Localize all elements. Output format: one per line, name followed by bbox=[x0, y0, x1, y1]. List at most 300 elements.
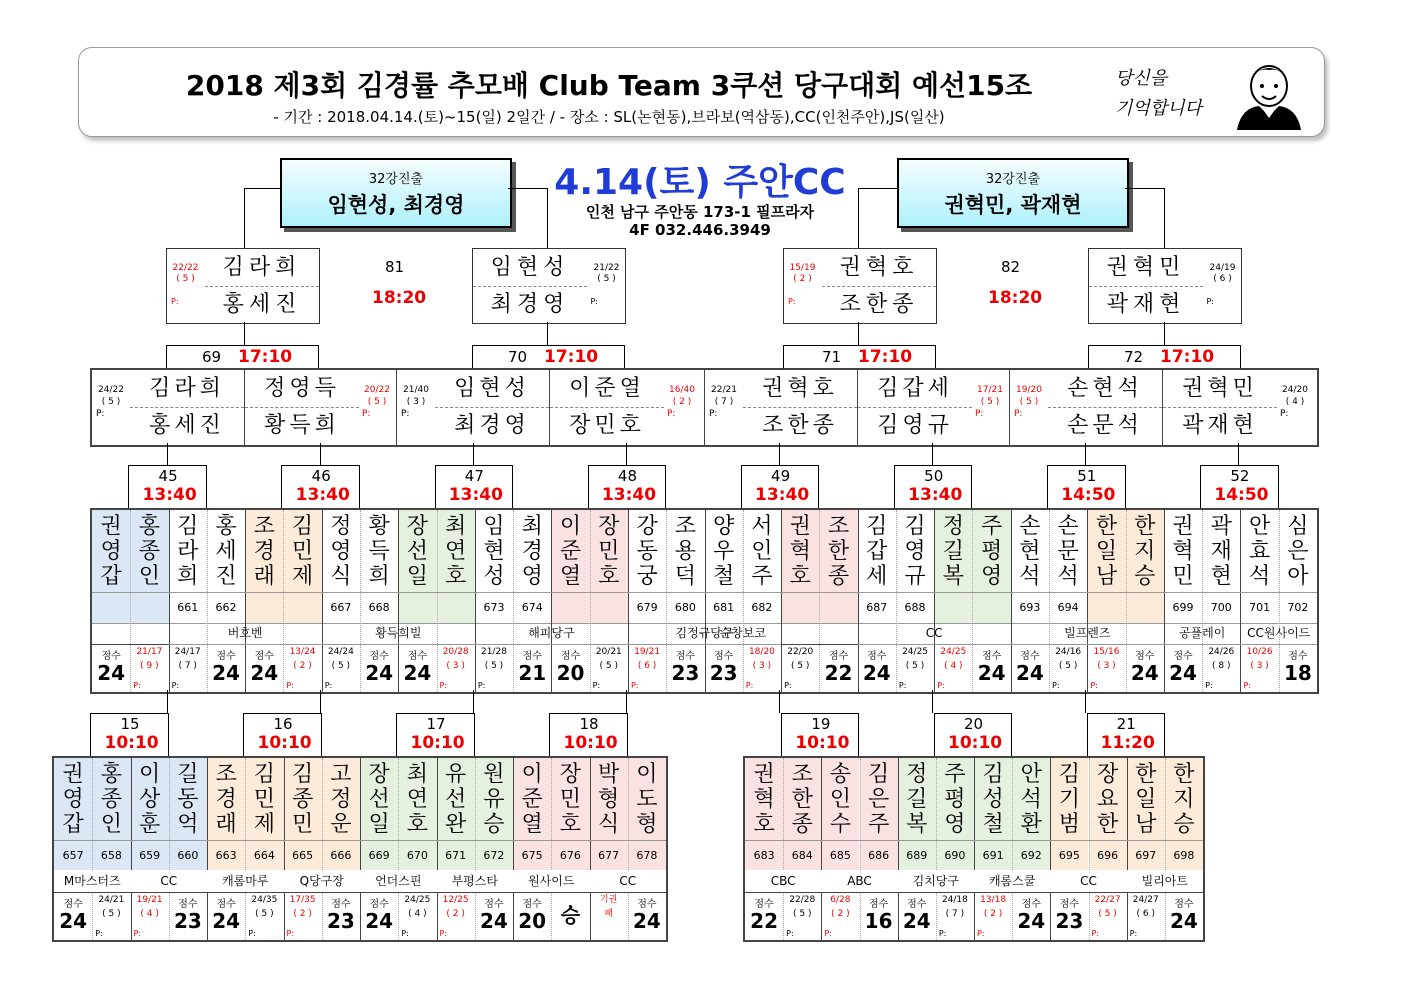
match-number: 21 bbox=[1116, 715, 1136, 733]
memorial-logo bbox=[1109, 56, 1309, 130]
seed-number: 681 bbox=[705, 592, 743, 624]
match-time: 10:10 bbox=[563, 733, 618, 753]
player-column bbox=[1126, 510, 1164, 592]
player-name: 조 경 래 bbox=[215, 762, 237, 837]
player-column bbox=[130, 510, 168, 592]
player-name: 조 경 래 bbox=[253, 514, 275, 589]
player-column bbox=[1202, 510, 1240, 592]
player-column bbox=[1049, 510, 1087, 592]
player-name: 권 혁 민 bbox=[1172, 514, 1194, 589]
match-number: 69 bbox=[202, 348, 222, 366]
score-cell: 점수 24 bbox=[59, 899, 88, 933]
score-cell: 24/25 ( 5 ) P: bbox=[898, 647, 929, 690]
seed-number: 691 bbox=[974, 840, 1012, 872]
score-cell: 24/17 ( 7 ) P: bbox=[171, 647, 201, 690]
header-panel bbox=[78, 47, 1325, 137]
match-number: 48 bbox=[617, 467, 637, 485]
score-cell: 24/25 ( 4 ) P: bbox=[937, 647, 967, 690]
player-column bbox=[860, 758, 898, 840]
player-column bbox=[283, 510, 321, 592]
seed-number: 674 bbox=[513, 592, 551, 624]
player-column bbox=[322, 758, 360, 840]
player-column bbox=[398, 758, 436, 840]
score-cell: 점수 16 bbox=[864, 899, 893, 933]
memorial-portrait-icon bbox=[1109, 56, 1309, 130]
match-time: 17:10 bbox=[544, 347, 599, 367]
player-name: 심 은 아 bbox=[1287, 514, 1309, 589]
match-time: 13:40 bbox=[295, 485, 350, 505]
player-name: 한 지 승 bbox=[1134, 514, 1156, 589]
seed-number bbox=[92, 592, 130, 624]
player-name: 권 혁 호 bbox=[789, 514, 811, 589]
seed-number: 670 bbox=[398, 840, 436, 872]
club-name: 순창보코 bbox=[705, 622, 782, 645]
record: 22/22 ( 5 ) bbox=[172, 263, 199, 284]
player-column bbox=[169, 510, 207, 592]
score-cell: 점수 18 bbox=[1283, 651, 1312, 685]
player-name: 황 득 희 bbox=[368, 514, 390, 589]
player-column bbox=[131, 758, 169, 840]
round16-row bbox=[90, 368, 1319, 447]
seed-number bbox=[972, 592, 1010, 624]
player-column bbox=[745, 758, 783, 840]
seed-number: 659 bbox=[131, 840, 169, 872]
seed-number: 663 bbox=[207, 840, 245, 872]
record: 19/20 ( 5 ) P: bbox=[1014, 385, 1042, 419]
player-name: 송 인 수 bbox=[829, 762, 852, 837]
seed-number: 700 bbox=[1202, 592, 1240, 624]
score-cell: 승 bbox=[560, 903, 581, 927]
round32-grid bbox=[90, 508, 1319, 694]
club-name: 해피당구 bbox=[475, 622, 628, 645]
player-name: 장 선 일 bbox=[368, 762, 390, 837]
venue-address: 인천 남구 주안동 173-1 필프라자 bbox=[585, 203, 815, 221]
score-cell: 점수 24 bbox=[1169, 651, 1197, 685]
player-column bbox=[207, 510, 245, 592]
seed-number: 658 bbox=[92, 840, 130, 872]
player-name: 정 길 복 bbox=[942, 514, 964, 589]
club-name: 김치당구 bbox=[898, 870, 974, 893]
match-time: 10:10 bbox=[104, 733, 159, 753]
player-name: 김 영 규 bbox=[904, 514, 926, 589]
club-name: CC bbox=[131, 870, 208, 893]
player-name: 장 선 일 bbox=[406, 514, 429, 589]
venue-info bbox=[520, 163, 880, 239]
score-cell: 점수 24 bbox=[977, 651, 1006, 685]
player-name: 이 도 형 bbox=[636, 762, 658, 837]
match-time: 17:10 bbox=[238, 347, 293, 367]
score-cell: 20/28 ( 3 ) P: bbox=[439, 647, 469, 690]
club-name: 버호벤 bbox=[169, 622, 322, 645]
player-column bbox=[360, 510, 398, 592]
player-name: 최 경 영 bbox=[521, 514, 543, 589]
player-column bbox=[783, 758, 821, 840]
seed-number: 686 bbox=[860, 840, 898, 872]
club-name: 언더스핀 bbox=[360, 870, 437, 893]
player-name: 이 준 열 bbox=[559, 514, 582, 589]
player-name: 김 종 민 bbox=[291, 762, 314, 837]
player-name: 김 성 철 bbox=[982, 762, 1004, 837]
seed-number: 673 bbox=[475, 592, 513, 624]
seed-number: 668 bbox=[360, 592, 398, 624]
player-name: 원 유 승 bbox=[483, 762, 505, 837]
club-name: ABC bbox=[821, 870, 897, 893]
seed-number: 689 bbox=[898, 840, 936, 872]
club-name: 김정규당구 bbox=[628, 622, 781, 645]
club-name: M마스터즈 bbox=[54, 870, 131, 893]
player-name: 최 연 호 bbox=[406, 762, 428, 837]
player-column bbox=[628, 758, 666, 840]
match-number: 51 bbox=[1077, 467, 1097, 485]
player-column bbox=[360, 758, 398, 840]
seed-number: 702 bbox=[1279, 592, 1317, 624]
player-name: 안 효 석 bbox=[1248, 514, 1271, 589]
score-cell: 점수 24 bbox=[862, 651, 891, 685]
match-time: 13:40 bbox=[601, 485, 657, 505]
r16-pair: 권혁호 조한종 bbox=[743, 370, 857, 445]
player-name: 권혁민 bbox=[1089, 249, 1203, 287]
score-cell: 17/35 ( 2 ) P: bbox=[286, 895, 316, 938]
seed-number: 672 bbox=[475, 840, 513, 872]
player-name: 주 평 영 bbox=[944, 762, 966, 837]
score-cell: 12/25 ( 2 ) P: bbox=[439, 895, 469, 938]
score-cell: 22/27 ( 5 ) P: bbox=[1091, 895, 1121, 938]
player-name: 장 민 호 bbox=[598, 514, 620, 589]
score-cell: 점수 24 bbox=[1017, 899, 1046, 933]
score-cell: 점수 24 bbox=[1015, 651, 1044, 685]
club-name: CBC bbox=[745, 870, 821, 893]
player-name: 조 용 덕 bbox=[674, 514, 696, 589]
venue-name: 4.14(토) 주안CC bbox=[554, 162, 846, 203]
record: 17/21 ( 5 ) P: bbox=[975, 385, 1003, 419]
player-name: 조 한 종 bbox=[791, 762, 813, 837]
score-cell: 점수 24 bbox=[97, 651, 126, 685]
score-cell: 점수 23 bbox=[709, 651, 738, 685]
match-number: 15 bbox=[120, 715, 140, 733]
player-column bbox=[284, 758, 322, 840]
seed-number: 697 bbox=[1127, 840, 1165, 872]
match-time: 17:10 bbox=[858, 347, 913, 367]
match-time: 11:20 bbox=[1100, 733, 1155, 753]
r16-pair: 정영득 황득희 bbox=[244, 370, 359, 445]
seed-number: 657 bbox=[54, 840, 92, 872]
player-name: 최경영 bbox=[490, 292, 570, 317]
seed-number: 701 bbox=[1240, 592, 1278, 624]
player-name: 최 연 호 bbox=[445, 514, 467, 589]
score-cell: 15/16 ( 3 ) P: bbox=[1090, 647, 1120, 690]
final4-box: 김라희 홍세진 22/22 ( 5 ) P: bbox=[166, 248, 320, 324]
match-time: 10:10 bbox=[948, 733, 1003, 753]
match-time: 10:10 bbox=[410, 733, 465, 753]
player-column bbox=[398, 510, 436, 592]
seed-number bbox=[283, 592, 321, 624]
page-subtitle: - 기간 : 2018.04.14.(토)~15(일) 2일간 / - 장소 : SL(논현동),브라보(역삼동),CC(인천주안),JS(일산) bbox=[273, 108, 945, 126]
score-cell: 점수 20 bbox=[556, 651, 585, 685]
player-name: 김 민 제 bbox=[253, 762, 275, 837]
advance-label: 32강진출 bbox=[368, 172, 424, 187]
club-name: 황득희빌 bbox=[322, 622, 475, 645]
player-name: 고 정 운 bbox=[330, 762, 352, 837]
match-time: 10:10 bbox=[795, 733, 850, 753]
match-number: 46 bbox=[311, 467, 331, 485]
score-cell: 24/24 ( 5 ) P: bbox=[324, 647, 354, 690]
player-name: 홍세진 bbox=[222, 292, 302, 317]
player-column bbox=[936, 758, 974, 840]
player-name: 장 요 한 bbox=[1096, 762, 1119, 837]
player-column bbox=[1165, 758, 1203, 840]
match-time: 13:40 bbox=[755, 485, 810, 505]
score-cell: 24/18 ( 7 ) P: bbox=[938, 895, 968, 938]
player-column bbox=[92, 510, 130, 592]
player-name: 손 문 석 bbox=[1057, 514, 1079, 589]
club-name: CC bbox=[590, 870, 667, 893]
player-name: 홍 종 인 bbox=[138, 514, 161, 589]
seed-number bbox=[1087, 592, 1125, 624]
player-column bbox=[628, 510, 666, 592]
player-name: 김라희 bbox=[205, 249, 319, 287]
player-name: 권 영 갑 bbox=[62, 762, 84, 837]
advance-names: 권혁민, 곽재현 bbox=[944, 193, 1082, 217]
player-column bbox=[821, 758, 859, 840]
score-cell: 점수 24 bbox=[365, 899, 394, 933]
player-column bbox=[1240, 510, 1278, 592]
player-name: 주 평 영 bbox=[980, 514, 1003, 589]
seed-number: 665 bbox=[284, 840, 322, 872]
r16-pair: 김갑세 김영규 bbox=[857, 370, 972, 445]
score-cell: 24/25 ( 4 ) P: bbox=[401, 895, 431, 938]
match-time: 13:40 bbox=[142, 485, 197, 505]
seed-number: 688 bbox=[896, 592, 934, 624]
player-column bbox=[972, 510, 1010, 592]
player-name: 홍 세 진 bbox=[215, 514, 237, 589]
player-column bbox=[551, 510, 589, 592]
score-cell: 점수 24 bbox=[1169, 899, 1198, 933]
seed-number: 687 bbox=[858, 592, 896, 624]
score-cell: 21/17 ( 9 ) P: bbox=[133, 647, 163, 690]
score-cell: 기권 패 bbox=[599, 895, 618, 919]
player-column bbox=[819, 510, 857, 592]
final4-box: 권혁호 조한종 15/19 ( 2 ) P: bbox=[783, 248, 937, 324]
club-name: Q당구장 bbox=[284, 870, 361, 893]
seed-number: 677 bbox=[590, 840, 628, 872]
advance-box-left bbox=[280, 158, 512, 228]
player-name: 박 형 식 bbox=[597, 762, 620, 837]
player-name: 곽재현 bbox=[1106, 292, 1186, 317]
match-number: 16 bbox=[273, 715, 293, 733]
record: 16/40 ( 2 ) P: bbox=[667, 385, 695, 419]
score-cell: 20/21 ( 5 ) P: bbox=[592, 647, 622, 690]
seed-number: 685 bbox=[821, 840, 859, 872]
match-time: 14:50 bbox=[1214, 485, 1269, 505]
player-name: 안 석 환 bbox=[1020, 762, 1042, 837]
score-cell: 24/16 ( 5 ) P: bbox=[1052, 647, 1082, 690]
club-name: 빌프렌즈 bbox=[1011, 622, 1164, 645]
score-cell: 10/26 ( 3 ) P: bbox=[1243, 647, 1273, 690]
player-column bbox=[896, 510, 934, 592]
player-column bbox=[322, 510, 360, 592]
seed-number bbox=[590, 592, 628, 624]
score-cell: 점수 24 bbox=[365, 651, 394, 685]
seed-number bbox=[781, 592, 819, 624]
advance-label: 32강진출 bbox=[985, 172, 1041, 187]
seed-number: 676 bbox=[551, 840, 589, 872]
score-cell: 점수 23 bbox=[326, 899, 355, 933]
seed-number bbox=[398, 592, 436, 624]
score-cell: 점수 24 bbox=[212, 651, 240, 685]
match-number: 52 bbox=[1230, 467, 1250, 485]
advance-box-right bbox=[897, 158, 1129, 228]
seed-number: 682 bbox=[743, 592, 781, 624]
player-column bbox=[898, 758, 936, 840]
score-cell: 점수 24 bbox=[632, 899, 661, 933]
club-name: 원사이드 bbox=[513, 870, 590, 893]
record: 21/22 ( 5 ) bbox=[593, 263, 620, 284]
player-column bbox=[1164, 510, 1202, 592]
score-cell: 점수 24 bbox=[902, 899, 931, 933]
match-number: 70 bbox=[508, 348, 528, 366]
seed-number: 671 bbox=[437, 840, 475, 872]
match-time: 17:10 bbox=[1160, 347, 1215, 367]
seed-number: 669 bbox=[360, 840, 398, 872]
club-name: CC bbox=[858, 622, 1011, 645]
score-cell: 점수 23 bbox=[671, 651, 700, 685]
score-cell: 13/18 ( 2 ) P: bbox=[977, 895, 1007, 938]
record: 24/19 ( 6 ) bbox=[1209, 263, 1236, 284]
seed-number: 695 bbox=[1050, 840, 1088, 872]
player-name: 강 동 궁 bbox=[636, 514, 658, 589]
score-cell: 13/24 ( 2 ) P: bbox=[286, 647, 316, 690]
club-name: 공플레이 bbox=[1164, 622, 1241, 645]
player-name: 정 길 복 bbox=[906, 762, 928, 837]
player-column bbox=[974, 758, 1012, 840]
score-cell: 22/20 ( 5 ) P: bbox=[784, 647, 814, 690]
seed-number: 660 bbox=[169, 840, 207, 872]
club-name: 빌리아트 bbox=[1127, 870, 1203, 893]
advance-names: 임현성, 최경영 bbox=[327, 193, 465, 217]
player-name: 김 갑 세 bbox=[866, 514, 888, 589]
svg-text:기억합니다: 기억합니다 bbox=[1115, 98, 1202, 119]
player-column bbox=[1279, 510, 1317, 592]
match-number: 45 bbox=[158, 467, 178, 485]
player-name: 권 영 갑 bbox=[100, 514, 122, 589]
match-number: 19 bbox=[811, 715, 831, 733]
match-number: 50 bbox=[924, 467, 944, 485]
record: 24/20 ( 4 ) P: bbox=[1280, 385, 1308, 419]
player-column bbox=[437, 510, 475, 592]
score-cell: 점수 21 bbox=[518, 651, 547, 685]
seed-number: 690 bbox=[936, 840, 974, 872]
seed-number: 692 bbox=[1012, 840, 1050, 872]
player-name: 한 일 남 bbox=[1135, 762, 1157, 837]
player-column bbox=[1127, 758, 1165, 840]
player-column bbox=[92, 758, 130, 840]
player-column bbox=[666, 510, 704, 592]
player-name: 김 라 희 bbox=[177, 514, 199, 589]
seed-number: 662 bbox=[207, 592, 245, 624]
seed-number bbox=[819, 592, 857, 624]
player-name: 유 선 완 bbox=[444, 762, 467, 837]
seed-number bbox=[1126, 592, 1164, 624]
match-time: 18:20 bbox=[372, 288, 427, 308]
record: 20/22 ( 5 ) P: bbox=[362, 385, 390, 419]
player-column bbox=[1089, 758, 1127, 840]
player-name: 서 인 주 bbox=[751, 514, 773, 589]
match-number: 81 bbox=[385, 258, 405, 276]
club-name: 캐롬마루 bbox=[207, 870, 284, 893]
seed-number: 679 bbox=[628, 592, 666, 624]
player-name: 권혁호 bbox=[822, 249, 936, 287]
player-name: 이 상 훈 bbox=[138, 762, 161, 837]
match-number: 20 bbox=[964, 715, 984, 733]
score-cell: 점수 24 bbox=[403, 651, 432, 685]
match-time: 14:50 bbox=[1061, 485, 1116, 505]
score-cell: 6/28 ( 2 ) P: bbox=[824, 895, 851, 938]
player-name: 홍 종 인 bbox=[100, 762, 122, 837]
seed-number: 678 bbox=[628, 840, 666, 872]
match-time: 13:40 bbox=[448, 485, 503, 505]
score-cell: 점수 22 bbox=[824, 651, 853, 685]
seed-number: 664 bbox=[245, 840, 283, 872]
score-cell: 점수 24 bbox=[479, 899, 508, 933]
score-cell: 24/21 ( 5 ) P: bbox=[95, 895, 125, 938]
score-cell: 점수 23 bbox=[1055, 899, 1084, 933]
seed-number: 699 bbox=[1164, 592, 1202, 624]
player-column bbox=[54, 758, 92, 840]
match-number: 72 bbox=[1124, 348, 1144, 366]
score-cell: 24/27 ( 6 ) P: bbox=[1129, 895, 1159, 938]
player-name: 권 혁 호 bbox=[753, 762, 775, 837]
match-time: 10:10 bbox=[257, 733, 312, 753]
score-cell: 19/21 ( 4 ) P: bbox=[133, 895, 163, 938]
r16-pair: 권혁민 곽재현 bbox=[1162, 370, 1277, 445]
player-column bbox=[1012, 758, 1050, 840]
venue-phone: 4F 032.446.3949 bbox=[629, 221, 771, 239]
player-name: 손 현 석 bbox=[1019, 514, 1041, 589]
score-cell: 19/21 ( 6 ) P: bbox=[630, 647, 661, 690]
club-name: CC bbox=[1050, 870, 1126, 893]
club-name: 부평스타 bbox=[437, 870, 514, 893]
score-cell: 18/20 ( 3 ) P: bbox=[745, 647, 775, 690]
score-cell: 점수 20 bbox=[518, 899, 547, 933]
record: 22/21 ( 7 ) P: bbox=[709, 385, 737, 419]
player-name: 이 준 열 bbox=[521, 762, 543, 837]
seed-number: 661 bbox=[169, 592, 207, 624]
player-column bbox=[437, 758, 475, 840]
player-column bbox=[245, 758, 283, 840]
player-column bbox=[1050, 758, 1088, 840]
seed-number: 684 bbox=[783, 840, 821, 872]
player-column bbox=[781, 510, 819, 592]
player-name: 김 민 제 bbox=[291, 514, 314, 589]
record: 24/22 ( 5 ) P: bbox=[96, 385, 124, 419]
seed-number: 698 bbox=[1165, 840, 1203, 872]
player-name: 한 지 승 bbox=[1173, 762, 1195, 837]
seed-number bbox=[245, 592, 283, 624]
seed-number bbox=[934, 592, 972, 624]
seed-number: 693 bbox=[1011, 592, 1049, 624]
seed-number: 675 bbox=[513, 840, 551, 872]
score-cell: 24/26 ( 8 ) P: bbox=[1205, 647, 1235, 690]
player-column bbox=[590, 510, 628, 592]
score-cell: 22/28 ( 5 ) P: bbox=[786, 895, 816, 938]
player-column bbox=[475, 510, 513, 592]
player-name: 양 우 철 bbox=[713, 514, 735, 589]
player-column bbox=[1087, 510, 1125, 592]
seed-number bbox=[551, 592, 589, 624]
player-name: 길 동 억 bbox=[177, 762, 199, 837]
match-number: 82 bbox=[1001, 258, 1021, 276]
player-name: 김 은 주 bbox=[867, 762, 890, 837]
